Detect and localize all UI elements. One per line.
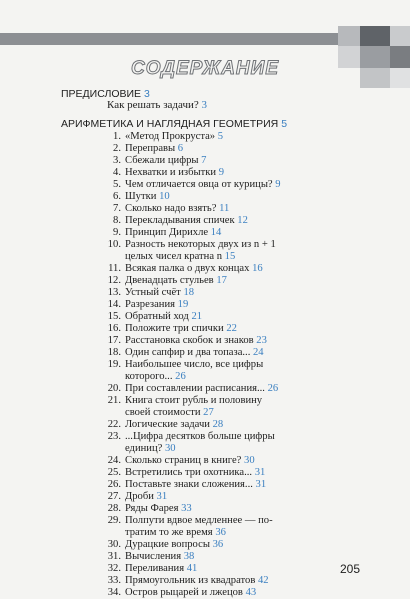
- toc-entry-page[interactable]: 36: [215, 527, 226, 538]
- toc-entry-number: 24.: [107, 455, 121, 466]
- toc-entry-number: 9.: [113, 227, 121, 238]
- toc-entry-number: 26.: [107, 479, 121, 490]
- toc-entry-number: 1.: [113, 131, 121, 142]
- preface-item-page[interactable]: 3: [201, 99, 208, 111]
- toc-entry-page[interactable]: 21: [191, 311, 203, 322]
- toc-entry-number: 28.: [107, 503, 121, 514]
- toc-entry-number: 23.: [107, 431, 121, 442]
- toc-entry-title-line: Обратный ход 21: [125, 311, 203, 322]
- toc-entry-number: 13.: [107, 287, 121, 298]
- toc-entry-page[interactable]: 31: [254, 467, 266, 478]
- toc-entry-title-line: Прямоугольник из квадратов 42: [125, 575, 269, 586]
- toc-entry-page[interactable]: 6: [177, 143, 184, 154]
- toc-entry-number: 33.: [107, 575, 121, 586]
- toc-entry-title-line: Принцип Дирихле 14: [125, 227, 222, 238]
- toc-entry-number: 21.: [107, 395, 121, 406]
- toc-entry[interactable]: [103, 215, 325, 227]
- toc-entry-page[interactable]: 15: [224, 251, 236, 262]
- toc-entry-title-line: Встретились три охотника... 31: [125, 467, 266, 478]
- toc-entry-number: 8.: [113, 215, 121, 226]
- toc-entry-title-line: единиц? 30: [125, 443, 176, 454]
- toc-entry-title-line: своей стоимости 27: [125, 407, 214, 418]
- toc-entry-number: 29.: [107, 515, 121, 526]
- toc-entry-title-line: Дурацкие вопросы 36: [125, 539, 224, 550]
- toc-entry-number: 3.: [113, 155, 121, 166]
- header-bar: [0, 33, 354, 45]
- toc-entry-number: 32.: [107, 563, 121, 574]
- toc-entry[interactable]: [103, 167, 325, 179]
- toc-entry-number: 4.: [113, 167, 121, 178]
- toc-entry-number: 2.: [113, 143, 121, 154]
- toc-entry-page[interactable]: 22: [226, 323, 237, 334]
- toc-entry-page[interactable]: 14: [210, 227, 222, 238]
- toc-entry-title-line: Расстановка скобок и знаков 23: [125, 335, 267, 346]
- toc-entry-title-line: Наибольшее число, все цифры: [125, 359, 264, 370]
- toc-entry-page[interactable]: 24: [253, 347, 264, 358]
- toc-entry-title-line: Шутки 10: [125, 191, 170, 202]
- toc-entry-title-line: Перекладывания спичек 12: [125, 215, 248, 226]
- toc-entry-title-line: «Метод Прокруста» 5: [125, 131, 224, 142]
- toc-entry-title-line: Логические задачи 28: [125, 419, 224, 430]
- toc-entry-page[interactable]: 18: [183, 287, 195, 298]
- toc-entry[interactable]: [103, 155, 325, 167]
- toc-entry-page[interactable]: 11: [219, 203, 230, 214]
- toc-entry[interactable]: [103, 539, 325, 551]
- toc-entry[interactable]: [103, 431, 325, 455]
- toc-entry-title-line: Положите три спички 22: [125, 323, 237, 334]
- toc-entry-page[interactable]: 30: [165, 443, 176, 454]
- toc-entry-title-line: тратим то же время 36: [125, 527, 226, 538]
- section-chapter-heading: АРИФМЕТИКА И НАГЛЯДНАЯ ГЕОМЕТРИЯ: [61, 118, 279, 130]
- toc-entry-title-line: Сколько страниц в книге? 30: [125, 455, 255, 466]
- toc-entry-number: 14.: [107, 299, 121, 310]
- toc-entry-page[interactable]: 16: [252, 263, 263, 274]
- toc-entry-number: 22.: [107, 419, 121, 430]
- toc-entry-number: 27.: [107, 491, 121, 502]
- page-title: СОДЕРЖАНИЕ: [131, 58, 279, 79]
- toc-entry-title-line: Двенадцать стульев 17: [125, 275, 227, 286]
- toc-entry-title-line: Поставьте знаки сложения... 31: [125, 479, 267, 490]
- toc-entry-title-line: Разрезания 19: [125, 299, 189, 310]
- toc-entry-number: 34.: [107, 587, 121, 598]
- toc-entry[interactable]: [103, 467, 325, 479]
- toc-entry-title-line: Сбежали цифры 7: [125, 155, 207, 166]
- toc-entry-number: 17.: [107, 335, 121, 346]
- toc-entry-number: 7.: [113, 203, 121, 214]
- toc-entry-number: 10.: [107, 239, 121, 250]
- toc-entry-page[interactable]: 31: [156, 491, 168, 502]
- section-preface-page[interactable]: 3: [143, 88, 150, 100]
- toc-entry[interactable]: [103, 491, 325, 503]
- toc-entry-title-line: Вычисления 38: [125, 551, 195, 562]
- toc-entry-title-line: Нехватки и избытки 9: [125, 167, 224, 178]
- toc-entry[interactable]: [103, 143, 325, 155]
- toc-entry[interactable]: [103, 335, 325, 347]
- toc-entry-title-line: Разность некоторых двух из n + 1: [125, 239, 276, 250]
- toc-entry[interactable]: [103, 347, 325, 359]
- toc-entry[interactable]: [103, 275, 325, 287]
- preface-item[interactable]: [107, 99, 207, 111]
- toc-entry-title-line: Всякая палка о двух концах 16: [125, 263, 263, 274]
- toc-entry-title-line: Переправы 6: [125, 143, 184, 154]
- section-chapter[interactable]: [61, 118, 287, 130]
- toc-entry-title-line: Полпути вдвое медленнее — по-: [125, 515, 273, 526]
- toc-entry[interactable]: [103, 227, 325, 239]
- section-preface-heading: ПРЕДИСЛОВИЕ: [61, 88, 142, 100]
- toc-entry-title-line: целых чисел кратна n 15: [125, 251, 236, 262]
- toc-entry-number: 16.: [107, 323, 121, 334]
- toc-entry-page[interactable]: 19: [177, 299, 189, 310]
- toc-entry-number: 30.: [107, 539, 121, 550]
- page-number: 205: [340, 562, 361, 576]
- toc-entry-page[interactable]: 41: [186, 563, 198, 574]
- toc-entry-page[interactable]: 38: [183, 551, 195, 562]
- toc-entry[interactable]: [103, 299, 325, 311]
- toc-entry[interactable]: [103, 563, 325, 575]
- toc-entry[interactable]: [103, 551, 325, 563]
- toc-entry-number: 18.: [107, 347, 121, 358]
- toc-entry[interactable]: [103, 191, 325, 203]
- preface-item-text: Как решать задачи?: [107, 99, 199, 111]
- toc-entry[interactable]: [103, 479, 325, 491]
- toc-entry-page[interactable]: 9: [275, 179, 281, 190]
- toc-entry-page[interactable]: 27: [203, 407, 214, 418]
- toc-entry-number: 12.: [107, 275, 121, 286]
- toc-entry-page[interactable]: 36: [212, 539, 224, 550]
- toc-entry-number: 15.: [107, 311, 121, 322]
- toc-entry-title-line: Один сапфир и два топаза... 24: [125, 347, 264, 358]
- toc-entry-page[interactable]: 33: [181, 503, 192, 514]
- toc-entry[interactable]: [103, 323, 325, 335]
- toc-entry[interactable]: [103, 419, 325, 431]
- toc-entry-page[interactable]: 5: [217, 131, 224, 142]
- toc-entry[interactable]: [103, 263, 325, 275]
- toc-entry-title-line: ...Цифра десятков больше цифры: [125, 431, 275, 442]
- toc-entry-title-line: Переливания 41: [125, 563, 198, 574]
- toc-entry-page[interactable]: 26: [175, 371, 186, 382]
- toc-entry[interactable]: [103, 515, 325, 539]
- toc-entry-number: 31.: [107, 551, 121, 562]
- toc-entry[interactable]: [103, 179, 325, 191]
- toc-entry[interactable]: [103, 287, 325, 299]
- toc-entry-number: 6.: [113, 191, 121, 202]
- toc-entry[interactable]: [103, 503, 325, 515]
- toc-entry-page[interactable]: 17: [216, 275, 227, 286]
- toc-entry-page[interactable]: 31: [255, 479, 267, 490]
- toc-entry-page[interactable]: 9: [218, 167, 224, 178]
- toc-entry[interactable]: [103, 131, 325, 143]
- toc-entry-title-line: Сколько надо взять? 11: [125, 203, 230, 214]
- toc-entry-page[interactable]: 12: [237, 215, 248, 226]
- toc-entry-page[interactable]: 26: [267, 383, 279, 394]
- toc-entry-title-line: Устный счёт 18: [125, 287, 195, 298]
- toc-entry-page[interactable]: 10: [159, 191, 170, 202]
- section-chapter-page[interactable]: 5: [281, 118, 288, 130]
- toc-entry-title-line: которого... 26: [125, 371, 186, 382]
- toc-entry-number: 5.: [113, 179, 121, 190]
- toc-entry-number: 20.: [107, 383, 121, 394]
- toc-entry[interactable]: [103, 359, 325, 383]
- toc-entry-page[interactable]: 7: [201, 155, 207, 166]
- toc-entry[interactable]: [103, 575, 325, 587]
- toc-entry[interactable]: [103, 455, 325, 467]
- toc-entry-number: 25.: [107, 467, 121, 478]
- toc-entry-title-line: При составлении расписания... 26: [125, 383, 279, 394]
- toc-entry[interactable]: [103, 587, 325, 599]
- toc-entry[interactable]: [103, 203, 325, 215]
- toc-entry-number: 11.: [108, 263, 121, 274]
- toc-entry[interactable]: [103, 239, 325, 263]
- toc-entry-page[interactable]: 28: [212, 419, 224, 430]
- toc-entry-title-line: Ряды Фарея 33: [125, 503, 192, 514]
- toc-entry-title-line: Остров рыцарей и лжецов 43: [125, 587, 257, 598]
- toc-entry-title-line: Чем отличается овца от курицы? 9: [125, 179, 281, 190]
- toc-entry-page[interactable]: 43: [245, 587, 257, 598]
- toc-entry-page[interactable]: 23: [256, 335, 267, 346]
- toc-entry-page[interactable]: 42: [257, 575, 269, 586]
- toc-entry[interactable]: [103, 383, 325, 395]
- toc-entry[interactable]: [103, 395, 325, 419]
- toc-entry-page[interactable]: 30: [244, 455, 255, 466]
- toc-entry-title-line: Дроби 31: [125, 491, 168, 502]
- toc-entry-number: 19.: [107, 359, 121, 370]
- toc-entry-title-line: Книга стоит рубль и половину: [125, 395, 263, 406]
- toc-entry[interactable]: [103, 311, 325, 323]
